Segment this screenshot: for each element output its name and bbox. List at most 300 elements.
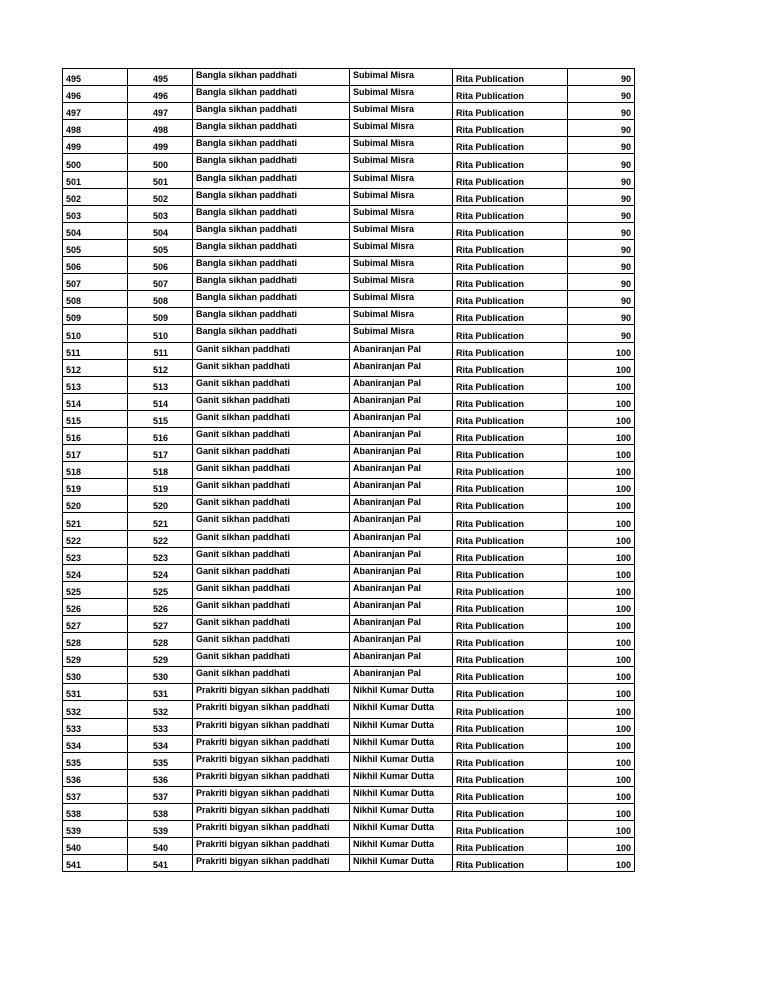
accession-number-cell: 532 (128, 701, 193, 718)
publisher-cell: Rita Publication (453, 564, 568, 581)
book-title-cell: Prakriti bigyan sikhan paddhati (193, 684, 350, 701)
author-cell: Nikhil Kumar Dutta (350, 821, 453, 838)
publisher-cell: Rita Publication (453, 462, 568, 479)
serial-number-cell: 535 (63, 752, 128, 769)
price-cell: 100 (568, 769, 635, 786)
accession-number-cell: 499 (128, 137, 193, 154)
serial-number-cell: 529 (63, 650, 128, 667)
accession-number-cell: 506 (128, 257, 193, 274)
author-cell: Subimal Misra (350, 120, 453, 137)
price-cell: 90 (568, 103, 635, 120)
price-cell: 100 (568, 804, 635, 821)
author-cell: Subimal Misra (350, 257, 453, 274)
price-cell: 100 (568, 445, 635, 462)
author-cell: Abaniranjan Pal (350, 393, 453, 410)
table-row (63, 445, 635, 462)
table-row (63, 393, 635, 410)
serial-number-cell: 538 (63, 804, 128, 821)
table-row (63, 342, 635, 359)
publisher-cell: Rita Publication (453, 581, 568, 598)
book-title-cell: Bangla sikhan paddhati (193, 239, 350, 256)
author-cell: Nikhil Kumar Dutta (350, 838, 453, 855)
accession-number-cell: 538 (128, 804, 193, 821)
table-row (63, 274, 635, 291)
table-row (63, 650, 635, 667)
book-title-cell: Bangla sikhan paddhati (193, 308, 350, 325)
serial-number-cell: 508 (63, 291, 128, 308)
accession-number-cell: 540 (128, 838, 193, 855)
table-row (63, 581, 635, 598)
author-cell: Abaniranjan Pal (350, 598, 453, 615)
author-cell: Subimal Misra (350, 239, 453, 256)
publisher-cell: Rita Publication (453, 222, 568, 239)
publisher-cell: Rita Publication (453, 69, 568, 86)
publisher-cell: Rita Publication (453, 239, 568, 256)
book-title-cell: Ganit sikhan paddhati (193, 547, 350, 564)
author-cell: Subimal Misra (350, 325, 453, 342)
accession-number-cell: 539 (128, 821, 193, 838)
serial-number-cell: 500 (63, 154, 128, 171)
author-cell: Subimal Misra (350, 154, 453, 171)
publisher-cell: Rita Publication (453, 171, 568, 188)
table-row (63, 616, 635, 633)
serial-number-cell: 536 (63, 769, 128, 786)
serial-number-cell: 505 (63, 239, 128, 256)
price-cell: 90 (568, 222, 635, 239)
serial-number-cell: 514 (63, 393, 128, 410)
publisher-cell: Rita Publication (453, 838, 568, 855)
serial-number-cell: 525 (63, 581, 128, 598)
price-cell: 100 (568, 855, 635, 872)
serial-number-cell: 533 (63, 718, 128, 735)
publisher-cell: Rita Publication (453, 633, 568, 650)
price-cell: 100 (568, 821, 635, 838)
table-row (63, 154, 635, 171)
table-row (63, 684, 635, 701)
accession-number-cell: 524 (128, 564, 193, 581)
book-title-cell: Bangla sikhan paddhati (193, 137, 350, 154)
book-title-cell: Ganit sikhan paddhati (193, 376, 350, 393)
accession-number-cell: 501 (128, 171, 193, 188)
serial-number-cell: 504 (63, 222, 128, 239)
publisher-cell: Rita Publication (453, 667, 568, 684)
book-title-cell: Ganit sikhan paddhati (193, 616, 350, 633)
author-cell: Subimal Misra (350, 171, 453, 188)
book-title-cell: Ganit sikhan paddhati (193, 462, 350, 479)
publisher-cell: Rita Publication (453, 804, 568, 821)
price-cell: 90 (568, 205, 635, 222)
accession-number-cell: 513 (128, 376, 193, 393)
price-cell: 100 (568, 410, 635, 427)
accession-number-cell: 521 (128, 513, 193, 530)
table-row (63, 171, 635, 188)
serial-number-cell: 530 (63, 667, 128, 684)
serial-number-cell: 506 (63, 257, 128, 274)
accession-number-cell: 514 (128, 393, 193, 410)
serial-number-cell: 503 (63, 205, 128, 222)
table-row (63, 633, 635, 650)
table-row (63, 308, 635, 325)
publisher-cell: Rita Publication (453, 393, 568, 410)
author-cell: Abaniranjan Pal (350, 445, 453, 462)
author-cell: Nikhil Kumar Dutta (350, 804, 453, 821)
price-cell: 100 (568, 633, 635, 650)
author-cell: Nikhil Kumar Dutta (350, 684, 453, 701)
accession-number-cell: 496 (128, 86, 193, 103)
accession-number-cell: 495 (128, 69, 193, 86)
table-row (63, 735, 635, 752)
author-cell: Abaniranjan Pal (350, 667, 453, 684)
accession-number-cell: 500 (128, 154, 193, 171)
author-cell: Abaniranjan Pal (350, 564, 453, 581)
price-cell: 100 (568, 496, 635, 513)
serial-number-cell: 497 (63, 103, 128, 120)
serial-number-cell: 541 (63, 855, 128, 872)
book-title-cell: Bangla sikhan paddhati (193, 171, 350, 188)
serial-number-cell: 539 (63, 821, 128, 838)
author-cell: Abaniranjan Pal (350, 462, 453, 479)
book-title-cell: Bangla sikhan paddhati (193, 120, 350, 137)
publisher-cell: Rita Publication (453, 513, 568, 530)
table-row (63, 462, 635, 479)
accession-number-cell: 503 (128, 205, 193, 222)
price-cell: 90 (568, 308, 635, 325)
price-cell: 100 (568, 393, 635, 410)
price-cell: 90 (568, 274, 635, 291)
book-title-cell: Bangla sikhan paddhati (193, 257, 350, 274)
price-cell: 90 (568, 239, 635, 256)
book-title-cell: Bangla sikhan paddhati (193, 222, 350, 239)
publisher-cell: Rita Publication (453, 359, 568, 376)
book-title-cell: Ganit sikhan paddhati (193, 598, 350, 615)
accession-number-cell: 516 (128, 427, 193, 444)
publisher-cell: Rita Publication (453, 735, 568, 752)
book-title-cell: Prakriti bigyan sikhan paddhati (193, 718, 350, 735)
publisher-cell: Rita Publication (453, 445, 568, 462)
accession-number-cell: 497 (128, 103, 193, 120)
publisher-cell: Rita Publication (453, 547, 568, 564)
publisher-cell: Rita Publication (453, 205, 568, 222)
table-body (63, 69, 635, 872)
book-title-cell: Ganit sikhan paddhati (193, 496, 350, 513)
table-row (63, 752, 635, 769)
serial-number-cell: 517 (63, 445, 128, 462)
author-cell: Subimal Misra (350, 222, 453, 239)
table-row (63, 239, 635, 256)
table-row (63, 427, 635, 444)
accession-number-cell: 522 (128, 530, 193, 547)
book-title-cell: Bangla sikhan paddhati (193, 188, 350, 205)
publisher-cell: Rita Publication (453, 120, 568, 137)
table-row (63, 205, 635, 222)
price-cell: 90 (568, 120, 635, 137)
table-row (63, 496, 635, 513)
accession-number-cell: 505 (128, 239, 193, 256)
price-cell: 90 (568, 171, 635, 188)
price-cell: 90 (568, 69, 635, 86)
book-title-cell: Prakriti bigyan sikhan paddhati (193, 855, 350, 872)
table-row (63, 188, 635, 205)
accession-number-cell: 533 (128, 718, 193, 735)
publisher-cell: Rita Publication (453, 137, 568, 154)
author-cell: Subimal Misra (350, 103, 453, 120)
publisher-cell: Rita Publication (453, 479, 568, 496)
serial-number-cell: 528 (63, 633, 128, 650)
price-cell: 100 (568, 701, 635, 718)
publisher-cell: Rita Publication (453, 86, 568, 103)
table-row (63, 120, 635, 137)
book-title-cell: Bangla sikhan paddhati (193, 291, 350, 308)
serial-number-cell: 501 (63, 171, 128, 188)
publisher-cell: Rita Publication (453, 342, 568, 359)
price-cell: 90 (568, 291, 635, 308)
book-title-cell: Bangla sikhan paddhati (193, 69, 350, 86)
price-cell: 100 (568, 598, 635, 615)
author-cell: Abaniranjan Pal (350, 427, 453, 444)
serial-number-cell: 527 (63, 616, 128, 633)
serial-number-cell: 526 (63, 598, 128, 615)
table-row (63, 667, 635, 684)
serial-number-cell: 523 (63, 547, 128, 564)
publisher-cell: Rita Publication (453, 410, 568, 427)
accession-number-cell: 525 (128, 581, 193, 598)
accession-number-cell: 515 (128, 410, 193, 427)
price-cell: 100 (568, 786, 635, 803)
table-row (63, 718, 635, 735)
accession-number-cell: 509 (128, 308, 193, 325)
serial-number-cell: 520 (63, 496, 128, 513)
price-cell: 100 (568, 359, 635, 376)
price-cell: 100 (568, 650, 635, 667)
accession-number-cell: 508 (128, 291, 193, 308)
author-cell: Nikhil Kumar Dutta (350, 786, 453, 803)
book-title-cell: Bangla sikhan paddhati (193, 274, 350, 291)
accession-number-cell: 526 (128, 598, 193, 615)
accession-number-cell: 531 (128, 684, 193, 701)
author-cell: Abaniranjan Pal (350, 581, 453, 598)
accession-number-cell: 511 (128, 342, 193, 359)
author-cell: Subimal Misra (350, 274, 453, 291)
publisher-cell: Rita Publication (453, 701, 568, 718)
author-cell: Subimal Misra (350, 86, 453, 103)
price-cell: 90 (568, 257, 635, 274)
price-cell: 100 (568, 342, 635, 359)
book-title-cell: Prakriti bigyan sikhan paddhati (193, 838, 350, 855)
table-row (63, 291, 635, 308)
serial-number-cell: 498 (63, 120, 128, 137)
table-row (63, 69, 635, 86)
book-title-cell: Ganit sikhan paddhati (193, 393, 350, 410)
publisher-cell: Rita Publication (453, 308, 568, 325)
accession-number-cell: 535 (128, 752, 193, 769)
author-cell: Subimal Misra (350, 291, 453, 308)
author-cell: Abaniranjan Pal (350, 410, 453, 427)
serial-number-cell: 513 (63, 376, 128, 393)
price-cell: 100 (568, 667, 635, 684)
price-cell: 90 (568, 325, 635, 342)
table-row (63, 838, 635, 855)
book-title-cell: Prakriti bigyan sikhan paddhati (193, 701, 350, 718)
serial-number-cell: 521 (63, 513, 128, 530)
table-row (63, 479, 635, 496)
accession-number-cell: 512 (128, 359, 193, 376)
accession-number-cell: 541 (128, 855, 193, 872)
serial-number-cell: 534 (63, 735, 128, 752)
publisher-cell: Rita Publication (453, 154, 568, 171)
publisher-cell: Rita Publication (453, 650, 568, 667)
serial-number-cell: 510 (63, 325, 128, 342)
table-row (63, 701, 635, 718)
price-cell: 90 (568, 137, 635, 154)
author-cell: Abaniranjan Pal (350, 650, 453, 667)
author-cell: Abaniranjan Pal (350, 342, 453, 359)
accession-number-cell: 537 (128, 786, 193, 803)
price-cell: 100 (568, 513, 635, 530)
book-title-cell: Ganit sikhan paddhati (193, 342, 350, 359)
price-cell: 100 (568, 547, 635, 564)
serial-number-cell: 502 (63, 188, 128, 205)
table-row (63, 376, 635, 393)
serial-number-cell: 537 (63, 786, 128, 803)
publisher-cell: Rita Publication (453, 684, 568, 701)
serial-number-cell: 509 (63, 308, 128, 325)
publisher-cell: Rita Publication (453, 274, 568, 291)
author-cell: Abaniranjan Pal (350, 616, 453, 633)
author-cell: Nikhil Kumar Dutta (350, 718, 453, 735)
book-title-cell: Ganit sikhan paddhati (193, 427, 350, 444)
author-cell: Subimal Misra (350, 205, 453, 222)
publisher-cell: Rita Publication (453, 291, 568, 308)
accession-number-cell: 502 (128, 188, 193, 205)
accession-number-cell: 498 (128, 120, 193, 137)
publisher-cell: Rita Publication (453, 718, 568, 735)
author-cell: Nikhil Kumar Dutta (350, 855, 453, 872)
accession-number-cell: 517 (128, 445, 193, 462)
price-cell: 100 (568, 752, 635, 769)
book-title-cell: Prakriti bigyan sikhan paddhati (193, 769, 350, 786)
serial-number-cell: 522 (63, 530, 128, 547)
price-cell: 100 (568, 530, 635, 547)
book-title-cell: Prakriti bigyan sikhan paddhati (193, 752, 350, 769)
book-title-cell: Ganit sikhan paddhati (193, 530, 350, 547)
author-cell: Nikhil Kumar Dutta (350, 735, 453, 752)
table-row (63, 359, 635, 376)
table-row (63, 257, 635, 274)
table-row (63, 786, 635, 803)
price-cell: 100 (568, 376, 635, 393)
accession-number-cell: 504 (128, 222, 193, 239)
accession-number-cell: 530 (128, 667, 193, 684)
price-cell: 90 (568, 188, 635, 205)
book-title-cell: Prakriti bigyan sikhan paddhati (193, 804, 350, 821)
table-row (63, 86, 635, 103)
serial-number-cell: 495 (63, 69, 128, 86)
accession-number-cell: 534 (128, 735, 193, 752)
table-row (63, 598, 635, 615)
accession-number-cell: 523 (128, 547, 193, 564)
serial-number-cell: 496 (63, 86, 128, 103)
publisher-cell: Rita Publication (453, 257, 568, 274)
book-title-cell: Bangla sikhan paddhati (193, 205, 350, 222)
table-row (63, 547, 635, 564)
publisher-cell: Rita Publication (453, 769, 568, 786)
serial-number-cell: 499 (63, 137, 128, 154)
publisher-cell: Rita Publication (453, 103, 568, 120)
publisher-cell: Rita Publication (453, 427, 568, 444)
book-title-cell: Bangla sikhan paddhati (193, 325, 350, 342)
accession-number-cell: 536 (128, 769, 193, 786)
table-row (63, 410, 635, 427)
book-title-cell: Ganit sikhan paddhati (193, 513, 350, 530)
price-cell: 100 (568, 735, 635, 752)
table-row (63, 222, 635, 239)
author-cell: Nikhil Kumar Dutta (350, 752, 453, 769)
book-title-cell: Prakriti bigyan sikhan paddhati (193, 821, 350, 838)
table-row (63, 137, 635, 154)
table-row (63, 513, 635, 530)
book-register-table (62, 68, 635, 872)
table-row (63, 804, 635, 821)
price-cell: 100 (568, 718, 635, 735)
author-cell: Subimal Misra (350, 69, 453, 86)
accession-number-cell: 519 (128, 479, 193, 496)
serial-number-cell: 516 (63, 427, 128, 444)
author-cell: Abaniranjan Pal (350, 479, 453, 496)
publisher-cell: Rita Publication (453, 616, 568, 633)
serial-number-cell: 519 (63, 479, 128, 496)
table-row (63, 530, 635, 547)
book-title-cell: Bangla sikhan paddhati (193, 103, 350, 120)
author-cell: Abaniranjan Pal (350, 530, 453, 547)
author-cell: Subimal Misra (350, 188, 453, 205)
publisher-cell: Rita Publication (453, 752, 568, 769)
accession-number-cell: 527 (128, 616, 193, 633)
book-title-cell: Ganit sikhan paddhati (193, 564, 350, 581)
accession-number-cell: 528 (128, 633, 193, 650)
accession-number-cell: 507 (128, 274, 193, 291)
publisher-cell: Rita Publication (453, 786, 568, 803)
accession-number-cell: 529 (128, 650, 193, 667)
accession-number-cell: 510 (128, 325, 193, 342)
book-title-cell: Ganit sikhan paddhati (193, 445, 350, 462)
table-row (63, 325, 635, 342)
price-cell: 100 (568, 581, 635, 598)
serial-number-cell: 507 (63, 274, 128, 291)
book-title-cell: Ganit sikhan paddhati (193, 667, 350, 684)
publisher-cell: Rita Publication (453, 325, 568, 342)
publisher-cell: Rita Publication (453, 855, 568, 872)
author-cell: Nikhil Kumar Dutta (350, 701, 453, 718)
book-title-cell: Prakriti bigyan sikhan paddhati (193, 786, 350, 803)
publisher-cell: Rita Publication (453, 188, 568, 205)
price-cell: 90 (568, 154, 635, 171)
serial-number-cell: 524 (63, 564, 128, 581)
author-cell: Abaniranjan Pal (350, 633, 453, 650)
book-title-cell: Ganit sikhan paddhati (193, 359, 350, 376)
author-cell: Abaniranjan Pal (350, 547, 453, 564)
author-cell: Abaniranjan Pal (350, 359, 453, 376)
serial-number-cell: 515 (63, 410, 128, 427)
publisher-cell: Rita Publication (453, 821, 568, 838)
serial-number-cell: 518 (63, 462, 128, 479)
table-row (63, 564, 635, 581)
price-cell: 100 (568, 838, 635, 855)
serial-number-cell: 531 (63, 684, 128, 701)
serial-number-cell: 540 (63, 838, 128, 855)
price-cell: 100 (568, 479, 635, 496)
publisher-cell: Rita Publication (453, 530, 568, 547)
book-title-cell: Bangla sikhan paddhati (193, 154, 350, 171)
